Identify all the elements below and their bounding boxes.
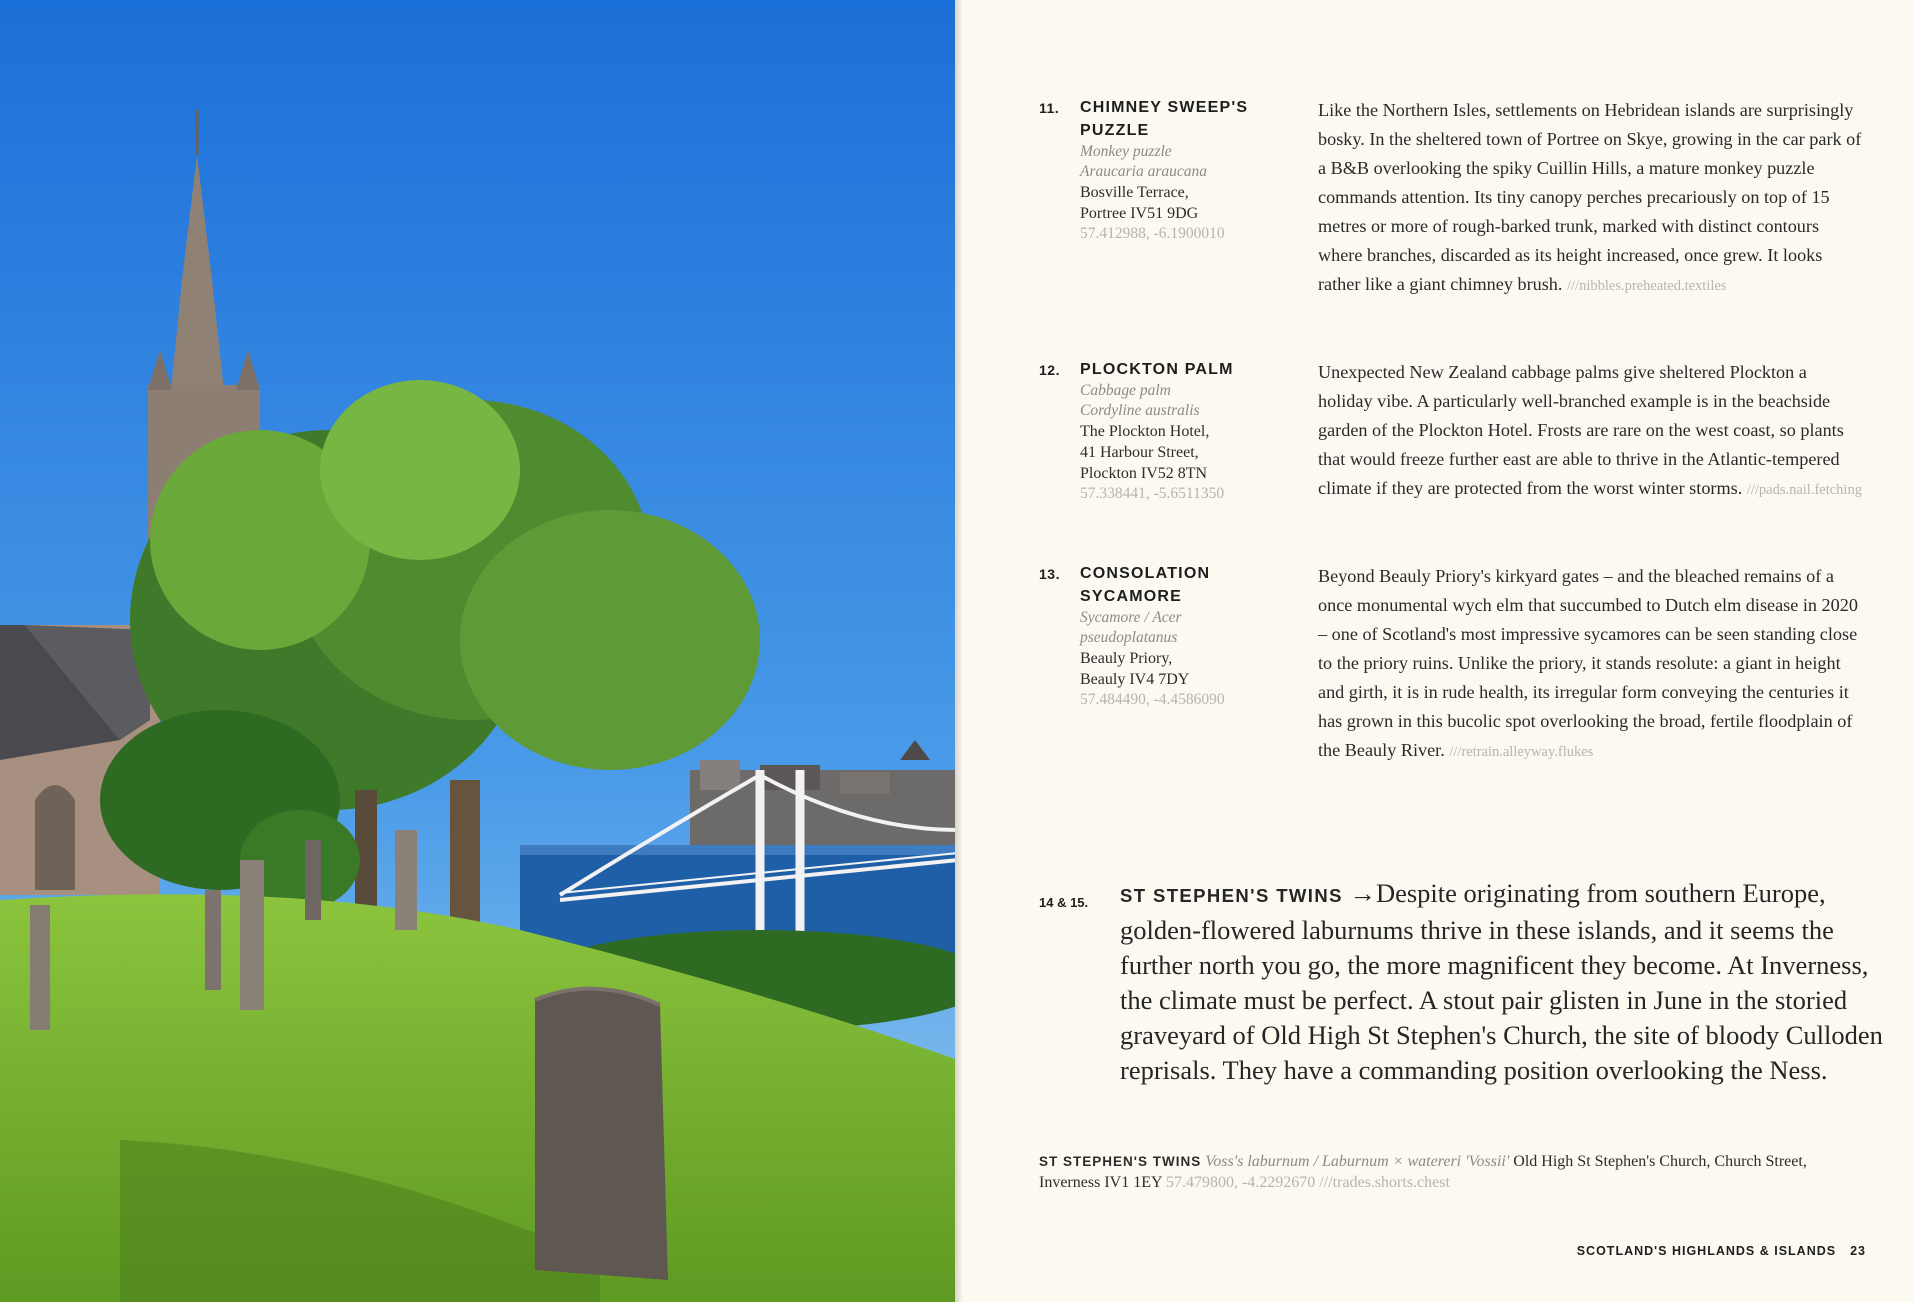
page-footer — [1577, 1244, 1866, 1258]
right-page — [963, 0, 1914, 1302]
feature-title: ST STEPHEN'S TWINS — [1120, 885, 1343, 906]
caption-species: Voss's laburnum / Laburnum × watereri 'Vossii' — [1205, 1153, 1510, 1170]
entry-w3w: ///pads.nail.fetching — [1746, 482, 1862, 498]
entry-name: PLOCKTON PALM — [1080, 361, 1234, 378]
feature-body: Despite originating from southern Europe, golden-flowered laburnums thrive in these islands, and it seems the further north you go, the more magnificent they become. At Inverness, the climate must be perfect. A stout pair glisten in June in the storied graveyard of Old High St Stephen's Church, the site of bloody Culloden reprisals. They have a commanding position overlooking the Ness. — [1120, 878, 1883, 1085]
entry-coords: 57.412988, -6.1900010 — [1080, 225, 1225, 242]
entry-common-name: Cabbage palm — [1080, 382, 1171, 399]
footer-section: SCOTLAND'S HIGHLANDS & ISLANDS — [1576, 1244, 1837, 1258]
caption-coords: 57.479800, -4.2292670 — [1165, 1174, 1316, 1191]
entry-address-line: Beauly IV4 7DY — [1080, 671, 1190, 688]
entry-coords: 57.338441, -5.6511350 — [1080, 485, 1225, 502]
entry-body — [1318, 358, 1863, 505]
entry-name: CONSOLATION SYCAMORE — [1080, 565, 1211, 605]
entry-w3w: ///nibbles.preheated.textiles — [1567, 278, 1727, 294]
page-number: 23 — [1850, 1244, 1866, 1258]
entry-address-line: Beauly Priory, — [1080, 650, 1173, 667]
caption — [1039, 1151, 1829, 1193]
entry-latin-name: pseudoplatanus — [1080, 629, 1178, 646]
entry-name: CHIMNEY SWEEP'S PUZZLE — [1080, 99, 1249, 139]
book-gutter — [955, 0, 963, 1302]
entry-body — [1318, 96, 1863, 301]
feature-number: 14 & 15. — [1039, 895, 1089, 910]
caption-w3w: ///trades.shorts.chest — [1319, 1174, 1450, 1191]
entry-address-line: 41 Harbour Street, — [1080, 444, 1199, 461]
entry-body-text: Beyond Beauly Priory's kirkyard gates – and the bleached remains of a once monumental wych elm that succumbed to Dutch elm disease in 2020 – one of Scotland's most impressive sycamores can be seen standing close to the priory ruins. Unlike the priory, it stands resolute: a giant in height and girth, it is in rude health, its irregular form conveying the centuries it has grown in this bucolic spot overlooking the broad, fertile floodplain of the Beauly River. — [1318, 566, 1858, 760]
arrow-icon: → — [1349, 878, 1376, 908]
entry-body-text: Unexpected New Zealand cabbage palms give sheltered Plockton a holiday vibe. A particularly well-branched example is in the beachside garden of the Plockton Hotel. Frosts are rare on the west coast, so plants that would freeze further east are able to thrive in the Atlantic-tempered climate if they are protected from the worst winter storms. — [1318, 362, 1844, 498]
entry-number: 12. — [1039, 362, 1060, 378]
caption-name: ST STEPHEN'S TWINS — [1039, 1154, 1202, 1169]
entry-address-line: The Plockton Hotel, — [1080, 423, 1210, 440]
entry-address-line: Bosville Terrace, — [1080, 184, 1189, 201]
entry-number: 11. — [1039, 100, 1060, 116]
entry-address-line: Plockton IV52 8TN — [1080, 465, 1208, 482]
entry-latin-name: Cordyline australis — [1080, 402, 1200, 419]
entry-body — [1318, 562, 1863, 767]
entry-common-name: Monkey puzzle — [1080, 143, 1172, 160]
entry-coords: 57.484490, -4.4586090 — [1080, 691, 1225, 708]
entry-number: 13. — [1039, 566, 1060, 582]
entry-address-line: Portree IV51 9DG — [1080, 205, 1199, 222]
feature-text — [1120, 876, 1890, 1088]
entry-latin-name: Araucaria araucana — [1080, 163, 1208, 180]
entry-common-name: Sycamore / Acer — [1080, 609, 1182, 626]
entry-w3w: ///retrain.alleyway.flukes — [1449, 744, 1594, 760]
entry-body-text: Like the Northern Isles, settlements on Hebridean islands are surprisingly bosky. In the sheltered town of Portree on Skye, growing in the car park of a B&B overlooking the spiky Cuillin Hills, a mature monkey puzzle commands attention. Its tiny canopy perches precariously on top of 15 metres or more of rough-barked trunk, marked with distinct contours where branches, discarded as its height increased, once grew. It looks rather like a giant chimney brush. — [1318, 100, 1862, 294]
caption-address: Old High St Stephen's Church, Church Street, Inverness IV1 1EY — [1039, 1153, 1807, 1191]
